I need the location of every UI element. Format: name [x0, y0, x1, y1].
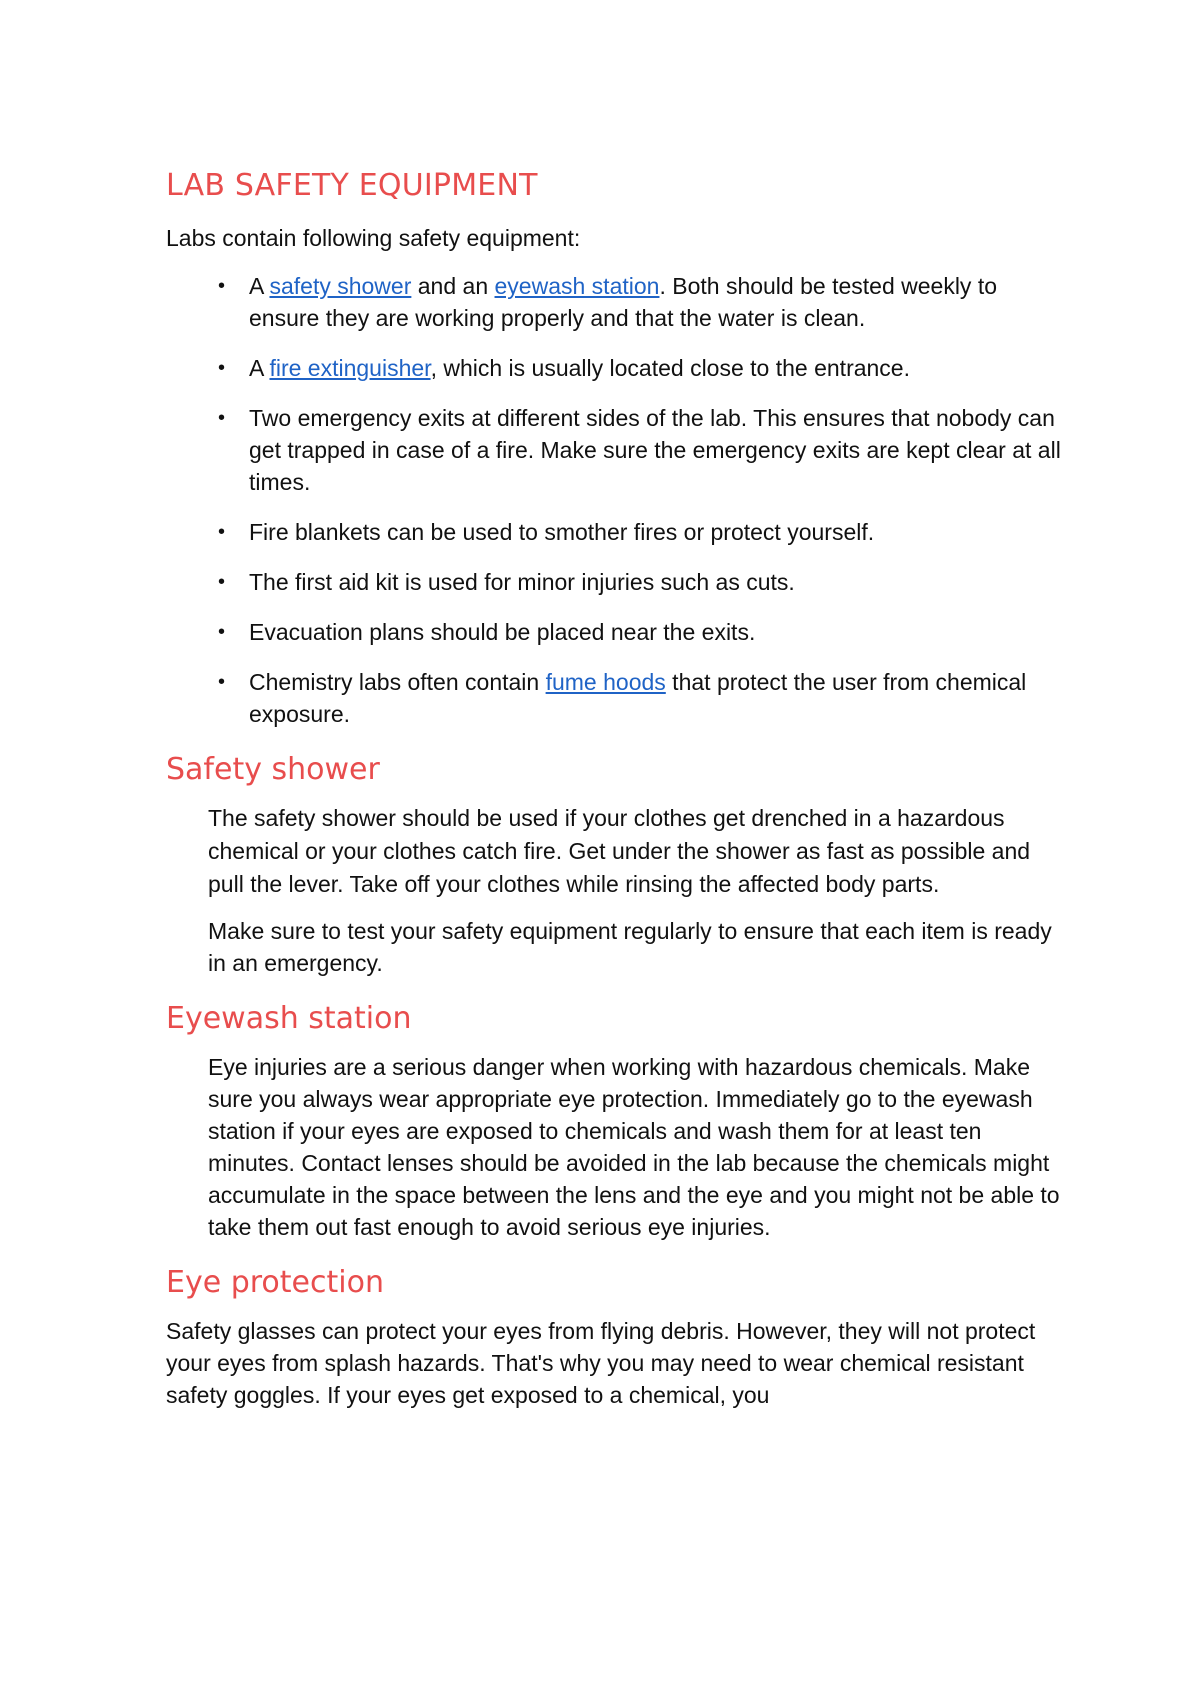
section-heading-eyewash-station: Eyewash station: [166, 1001, 412, 1036]
safety-shower-note: Make sure to test your safety equipment regularly to ensure that each item is ready in an emergency.: [208, 918, 1052, 976]
equipment-list: [166, 270, 1066, 730]
list-item: • Two emergency exits at different sides of the lab. This ensures that nobody can get trapped in case of a fire. Make sure the emergency exits are kept clear at all times.: [166, 402, 1066, 498]
section-body-eye-protection: [166, 1315, 1066, 1411]
safety-shower-paragraph: The safety shower should be used if your clothes get drenched in a hazardous chemical or your clothes catch fire. Get under the shower as fast as possible and pull the lever. Take off your clothes while rinsing the affected body parts.: [208, 805, 1031, 897]
list-item: • Evacuation plans should be placed near the exits.: [166, 616, 1066, 648]
section-heading-eye-protection: Eye protection: [166, 1265, 384, 1300]
list-item: • Fire blankets can be used to smother fires or protect yourself.: [166, 516, 1066, 548]
list-item: • Chemistry labs often contain fume hoods that protect the user from chemical exposure.: [166, 666, 1066, 730]
safety-shower-link[interactable]: safety shower: [269, 273, 412, 299]
bullet-icon: •: [218, 571, 226, 593]
bullet-icon: •: [218, 521, 226, 543]
intro-text: Labs contain following safety equipment:: [166, 225, 581, 251]
fume-hoods-link[interactable]: fume hoods: [545, 669, 666, 695]
list-item: • A safety shower and an eyewash station. Both should be tested weekly to ensure they are working properly and that the water is clean.: [166, 270, 1066, 334]
page-title: LAB SAFETY EQUIPMENT: [166, 168, 538, 203]
bullet-icon: •: [218, 357, 226, 379]
section-body-eyewash-station: [166, 1051, 1066, 1243]
bullet-icon: •: [218, 407, 226, 429]
document-content: [166, 166, 1066, 1411]
list-item: • A fire extinguisher, which is usually located close to the entrance.: [166, 352, 1066, 384]
section-heading-safety-shower: Safety shower: [166, 752, 380, 787]
list-item: • The first aid kit is used for minor injuries such as cuts.: [166, 566, 1066, 598]
bullet-icon: •: [218, 275, 226, 297]
section-body-safety-shower: [166, 802, 1066, 979]
eyewash-station-paragraph: Eye injuries are a serious danger when working with hazardous chemicals. Make sure you always wear appropriate eye protection. Immediately go to the eyewash station if your eyes are exposed to chemicals and wash them for at least ten minutes. Contact lenses should be avoided in the lab because the chemicals might accumulate in the space between the lens and the eye and you might not be able to take them out fast enough to avoid serious eye injuries.: [208, 1054, 1060, 1240]
bullet-icon: •: [218, 671, 226, 693]
bullet-icon: •: [218, 621, 226, 643]
fire-extinguisher-link[interactable]: fire extinguisher: [269, 355, 431, 381]
eyewash-station-link[interactable]: eyewash station: [494, 273, 660, 299]
eye-protection-paragraph: Safety glasses can protect your eyes from flying debris. However, they will not protect your eyes from splash hazards. That's why you may need to wear chemical resistant safety goggles. If your eyes get exposed to a chemical, you: [166, 1318, 1036, 1408]
